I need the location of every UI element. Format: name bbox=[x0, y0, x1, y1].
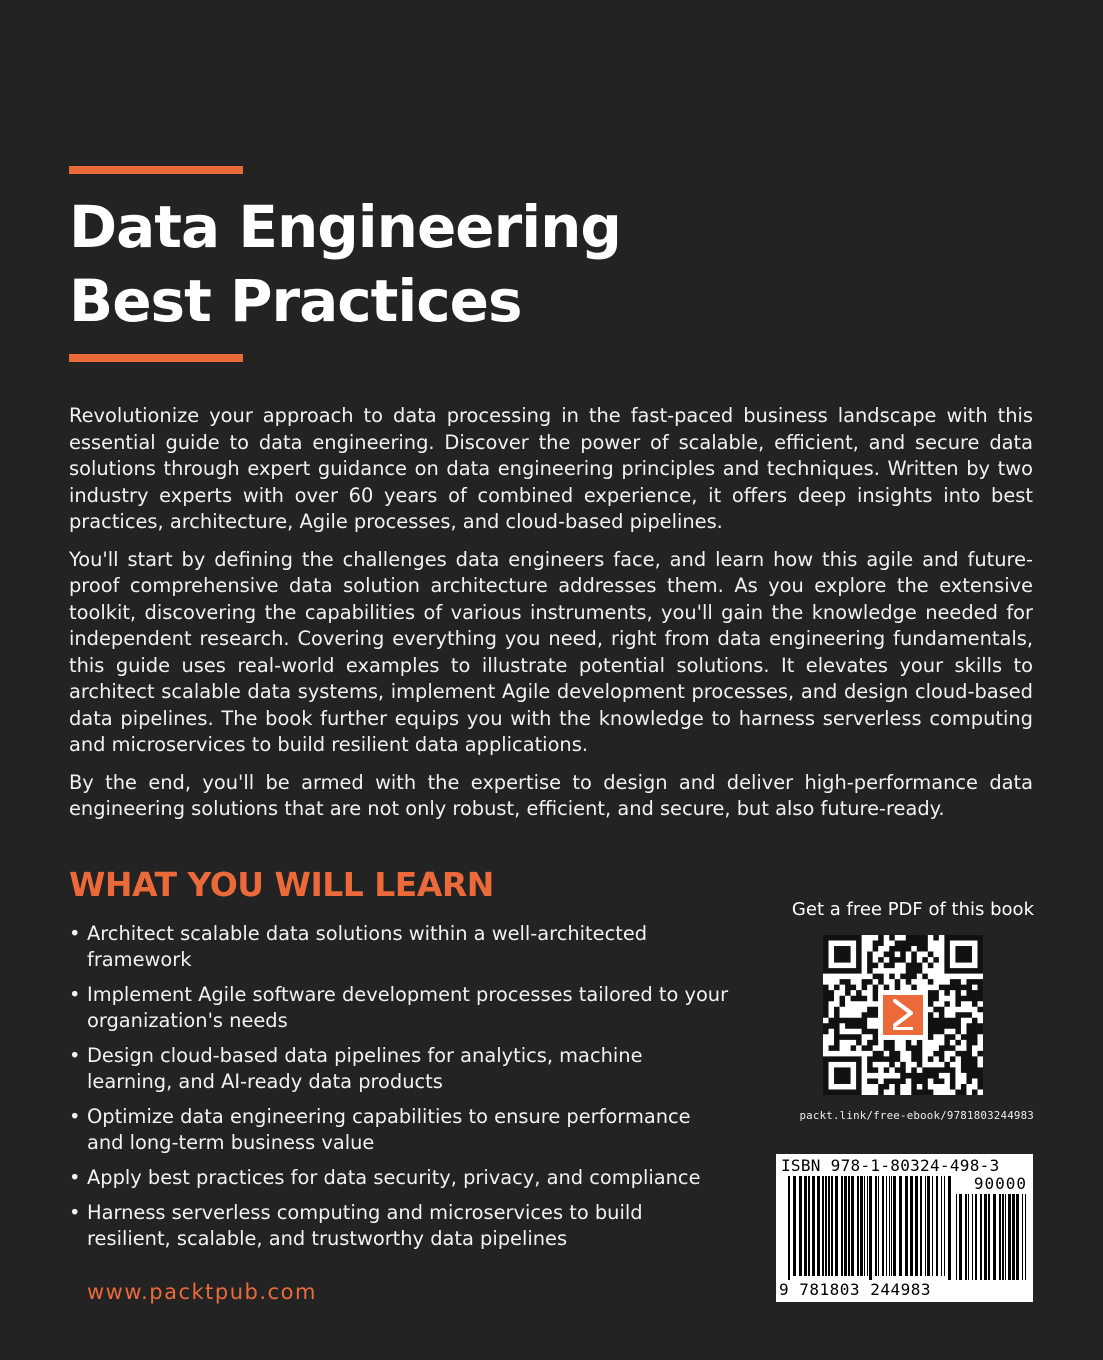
description-paragraph-1: Revolutionize your approach to data processing in the fast-paced business landscape with this essential guide to data engineering. Discover the power of scalable, efficient, and secure data solutions through expert guidance on data engineering principles and techniques. Written by two industry experts with over 60 years of combined experience, it offers deep insights into best practices, architecture, Agile processes, and cloud-based pipelines. bbox=[69, 404, 1033, 533]
barcode-bar bbox=[835, 1176, 838, 1276]
price-code: 90000 bbox=[973, 1174, 1027, 1193]
learn-item bbox=[69, 1043, 729, 1095]
barcode-bar bbox=[867, 1176, 868, 1276]
barcode-bar bbox=[925, 1176, 926, 1276]
barcode-bar bbox=[851, 1176, 854, 1276]
learn-item-text: Harness serverless computing and microservices to build resilient, scalable, and trustworthy data pipelines bbox=[87, 1201, 643, 1250]
barcode-bar bbox=[932, 1176, 933, 1276]
barcode-bar bbox=[941, 1176, 942, 1276]
book-description bbox=[69, 403, 1033, 834]
barcode-addon-bar bbox=[1025, 1194, 1026, 1280]
barcode-bar bbox=[882, 1176, 884, 1276]
barcode-bar bbox=[825, 1176, 827, 1276]
book-title-line-2: Best Practices bbox=[69, 267, 522, 335]
qr-finder-bottom-left bbox=[826, 1059, 859, 1092]
barcode-bar bbox=[841, 1176, 843, 1276]
learn-item bbox=[69, 982, 729, 1034]
barcode-bar bbox=[920, 1176, 922, 1276]
bullet-icon: • bbox=[69, 1044, 81, 1067]
bullet-icon: • bbox=[69, 1166, 81, 1189]
barcode-bar bbox=[910, 1176, 913, 1276]
barcode-addon-bar bbox=[968, 1194, 969, 1280]
publisher-website-link[interactable]: www.packtpub.com bbox=[87, 1280, 317, 1304]
barcode-bar bbox=[799, 1176, 802, 1276]
barcode-bar bbox=[831, 1176, 833, 1276]
learn-list bbox=[69, 921, 729, 1261]
barcode-bars-main bbox=[788, 1176, 953, 1280]
learn-item-text: Design cloud-based data pipelines for analytics, machine learning, and AI-ready data products bbox=[87, 1044, 643, 1093]
description-paragraph-3: By the end, you'll be armed with the expertise to design and deliver high-performance data engineering solutions that are not only robust, efficient, and secure, but also future-ready. bbox=[69, 770, 1033, 820]
qr-finder-top-left bbox=[826, 938, 859, 971]
barcode-addon-bar bbox=[999, 1194, 1001, 1280]
barcode-bar bbox=[844, 1176, 847, 1276]
book-title bbox=[69, 190, 769, 338]
barcode-bar bbox=[891, 1176, 892, 1276]
barcode-addon-bar bbox=[1022, 1194, 1023, 1280]
learn-heading: WHAT YOU WILL LEARN bbox=[69, 865, 494, 904]
barcode-addon-bar bbox=[956, 1194, 957, 1280]
barcode-bar bbox=[915, 1176, 918, 1276]
barcode-addon-bar bbox=[959, 1194, 962, 1280]
barcode-bar bbox=[812, 1176, 815, 1276]
barcode-bar bbox=[944, 1176, 945, 1276]
accent-bar-top bbox=[69, 166, 243, 174]
barcode-addon-bar bbox=[980, 1194, 982, 1280]
barcode-addon-bar bbox=[975, 1194, 977, 1280]
bullet-icon: • bbox=[69, 922, 81, 945]
learn-item bbox=[69, 921, 729, 973]
barcode-bar bbox=[948, 1176, 951, 1280]
learn-item-text: Optimize data engineering capabilities to ensure performance and long-term business value bbox=[87, 1105, 691, 1154]
barcode-bar bbox=[822, 1176, 824, 1276]
learn-item bbox=[69, 1165, 729, 1191]
barcode-addon-bar bbox=[1008, 1194, 1011, 1280]
barcode-bar bbox=[893, 1176, 896, 1276]
barcode-addon-bar bbox=[965, 1194, 967, 1280]
book-title-line-1: Data Engineering bbox=[69, 193, 621, 261]
barcode-bar bbox=[869, 1176, 872, 1280]
barcode-bars-addon bbox=[956, 1194, 1028, 1280]
barcode-bar bbox=[864, 1176, 865, 1276]
ean-digits: 9 781803 244983 bbox=[779, 1280, 931, 1299]
barcode-addon-bar bbox=[1002, 1194, 1004, 1280]
barcode-bar bbox=[889, 1176, 890, 1276]
bullet-icon: • bbox=[69, 983, 81, 1006]
qr-code[interactable] bbox=[823, 935, 983, 1095]
barcode-bar bbox=[808, 1176, 810, 1276]
barcode-addon-bar bbox=[993, 1194, 996, 1280]
barcode-bar bbox=[828, 1176, 830, 1276]
barcode-bar bbox=[905, 1176, 908, 1276]
isbn-barcode bbox=[776, 1154, 1033, 1302]
qr-finder-top-right bbox=[947, 938, 980, 971]
barcode-bar bbox=[875, 1176, 877, 1276]
barcode-bar bbox=[788, 1176, 790, 1280]
barcode-addon-bar bbox=[984, 1194, 987, 1280]
barcode-addon-bar bbox=[988, 1194, 990, 1280]
bullet-icon: • bbox=[69, 1201, 81, 1224]
learn-item-text: Architect scalable data solutions within a well-architected framework bbox=[87, 922, 648, 971]
barcode-bar bbox=[793, 1176, 796, 1276]
isbn-number: ISBN 978-1-80324-498-3 bbox=[781, 1156, 1000, 1175]
barcode-addon-bar bbox=[972, 1194, 973, 1280]
barcode-bar bbox=[860, 1176, 863, 1276]
free-pdf-label: Get a free PDF of this book bbox=[791, 899, 1034, 920]
learn-item bbox=[69, 1104, 729, 1156]
learn-item-text: Apply best practices for data security, privacy, and compliance bbox=[87, 1166, 701, 1189]
barcode-bar bbox=[886, 1176, 887, 1276]
barcode-bar bbox=[804, 1176, 807, 1276]
bullet-icon: • bbox=[69, 1105, 81, 1128]
barcode-bar bbox=[857, 1176, 859, 1276]
free-ebook-link[interactable]: packt.link/free-ebook/9781803244983 bbox=[799, 1109, 1034, 1122]
barcode-bar bbox=[936, 1176, 938, 1276]
barcode-addon-bar bbox=[1012, 1194, 1015, 1280]
packt-logo-icon bbox=[878, 990, 928, 1040]
barcode-bar bbox=[878, 1176, 879, 1276]
barcode-bar bbox=[848, 1176, 850, 1276]
learn-item-text: Implement Agile software development processes tailored to your organization's needs bbox=[87, 983, 729, 1032]
qr-code-graphic bbox=[823, 935, 983, 1095]
description-paragraph-2: You'll start by defining the challenges data engineers face, and learn how this agile and future-proof comprehensive data solution architecture addresses them. As you explore the extensive toolkit, discovering the capabilities of various instruments, you'll gain the knowledge needed for independent research. Covering everything you need, right from data engineering fundamentals, this guide uses real-world examples to illustrate potential solutions. It elevates your skills to architect scalable data systems, implement Agile development processes, and design cloud-based data pipelines. The book further equips you with the knowledge to harness serverless computing and microservices to build resilient data applications. bbox=[69, 547, 1033, 756]
barcode-bar bbox=[927, 1176, 930, 1276]
learn-item bbox=[69, 1200, 729, 1252]
barcode-addon-bar bbox=[1016, 1194, 1019, 1280]
barcode-bar bbox=[899, 1176, 902, 1276]
barcode-addon-bar bbox=[1005, 1194, 1006, 1280]
barcode-bar bbox=[817, 1176, 820, 1276]
accent-bar-bottom bbox=[69, 354, 243, 362]
